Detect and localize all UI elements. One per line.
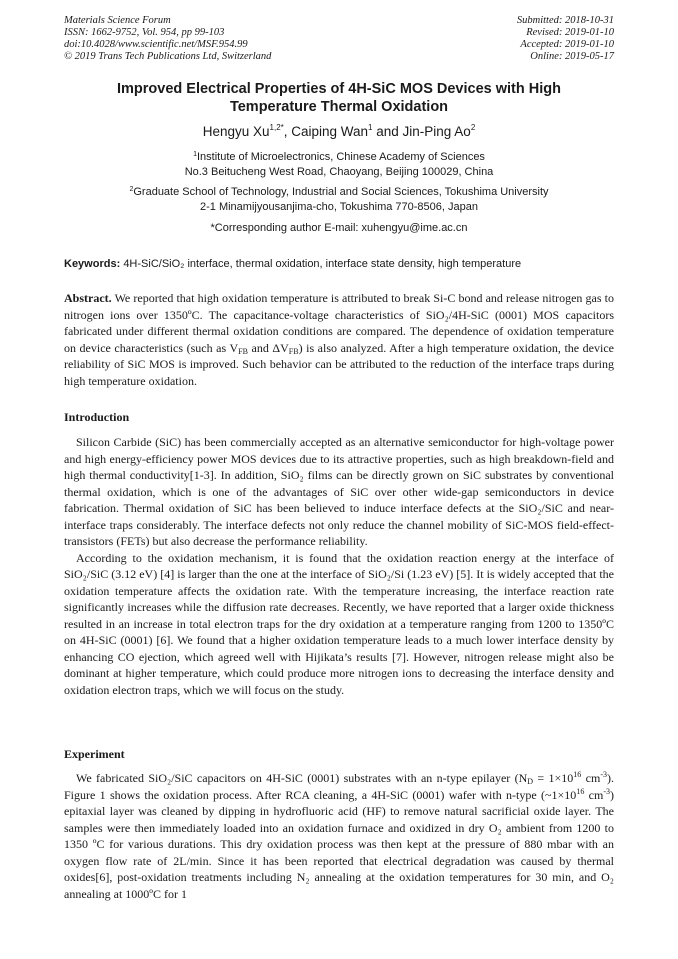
author-3-affil: 2 bbox=[470, 123, 476, 132]
experiment-text-f: ) epitaxial layer was cleaned by dipping in hydrofluoric acid (HF) to remove natural sacrificial oxide layer. The samples were then immediately loaded into an oxidation furnace and oxidized in dry O₂ ambient from 1200 to 1350 ºC for various durations. This dry oxidation process was then kept at the pressure of 880 mbar with an oxygen flow rate of 2L/min. Since it has been reported that electrical degradation was caused by thermal oxides[6], post-oxidation treatments including N₂ annealing at the oxidation temperatures for 30 min, and O₂ annealing at 1000ºC for 1 bbox=[64, 787, 614, 901]
experiment-text-a: We fabricated SiO₂/SiC capacitors on 4H-SiC (0001) substrates with an n-type epilayer (N bbox=[76, 771, 528, 785]
affiliation-1-address: No.3 Beitucheng West Road, Chaoyang, Beijing 100029, China bbox=[184, 166, 494, 178]
affiliation-1 bbox=[64, 150, 614, 180]
author-1-affil: 1,2* bbox=[269, 123, 284, 132]
exponent-2: -3 bbox=[600, 770, 607, 779]
keywords-text: 4H-SiC/SiO₂ interface, thermal oxidation, interface state density, high temperature bbox=[123, 258, 522, 270]
keywords bbox=[64, 258, 614, 270]
author-3: and Jin-Ping Ao bbox=[372, 124, 471, 139]
journal-name: Materials Science Forum bbox=[64, 15, 171, 26]
date-revised: Revised: 2019-01-10 bbox=[526, 27, 614, 38]
experiment-paragraph-1 bbox=[64, 770, 614, 902]
affiliation-2 bbox=[64, 185, 614, 215]
author-2: , Caiping Wan bbox=[283, 124, 369, 139]
experiment-text-e: cm bbox=[584, 787, 604, 802]
paper-title bbox=[64, 80, 614, 116]
corresponding-author: *Corresponding author E-mail: xuhengyu@ime.ac.cn bbox=[210, 222, 468, 234]
introduction-heading: Introduction bbox=[64, 410, 130, 424]
author-list bbox=[64, 124, 614, 139]
author-2-affil: 1 bbox=[368, 123, 373, 132]
affiliation-2-address: 2-1 Minamijyousanjima-cho, Tokushima 770-8506, Japan bbox=[199, 201, 478, 213]
publication-dates bbox=[517, 15, 614, 63]
abstract-label: Abstract. bbox=[64, 291, 112, 305]
abstract-text: We reported that high oxidation temperature is attributed to break Si-C bond and release nitrogen gas to nitrogen ions over 1350ºC. The capacitance-voltage characteristics of SiO₂/4H-SiC (0001) MOS capacitors fabricated under different thermal oxidation conditions are compared. The dependence of oxidation temperature on device characteristics (such as $V_{FB}$ and $\Delta V_{FB}$) is also analyzed. After a high temperature oxidation, the device reliability of SiC MOS is improved. Such behavior can be attributed to the reduction of the interface traps during high temperature oxidation. bbox=[64, 291, 614, 388]
title-line-1: Improved Electrical Properties of 4H-SiC MOS Devices with High bbox=[117, 81, 561, 97]
experiment-text-c: cm bbox=[581, 771, 601, 785]
affiliation-2-name: Graduate School of Technology, Industrial and Social Sciences, Tokushima University bbox=[133, 186, 549, 198]
author-1: Hengyu Xu bbox=[202, 124, 270, 139]
experiment-heading: Experiment bbox=[64, 747, 125, 761]
date-accepted: Accepted: 2019-01-10 bbox=[520, 39, 614, 50]
exponent-3: 16 bbox=[576, 786, 585, 796]
introduction-paragraph-1: Silicon Carbide (SiC) has been commercially accepted as an alternative semiconductor for high-voltage power and high energy-efficiency power MOS devices due to its attractive properties, such as high breakdown-field and high thermal conductivity[1-3]. In addition, SiO₂ films can be directly grown on SiC substrates by conventional thermal oxidation, which is one of the advantages of SiC over other wide-gap semiconductors in device fabrication. Thermal oxidation of SiC has been believed to induce interface defects at the SiO₂/SiC and near-interface traps considerably. The interface defects not only reduce the channel mobility of SiC-MOS field-effect-transistors (FETs) but also decrease the performance reliability. bbox=[64, 435, 614, 548]
introduction-paragraph-2: According to the oxidation mechanism, it is found that the oxidation reaction energy at the interface of SiO₂/SiC (3.12 eV) [4] is larger than the one at the interface of SiO₂/Si (1.23 eV) [5]. It is widely accepted that the oxidation temperature affects the oxidation rate. With the temperature increasing, the interface reaction rate significantly increases while the diffusion rate decreases. Recently, we have reported that a larger oxide thickness resulted in an increase in total electron traps for the dry oxidation at a temperature ranging from 1200 to 1350ºC on 4H-SiC (0001) [6]. We found that a higher oxidation temperature leads to a much lower interface density by enhancing CO ejection, which agreed well with Hijikata’s results [7]. However, nitrogen release might also be dominant at higher temperature, which could produce more nitrogen ions to decreasing the interface density and oxidation electron traps, which we will focus on the study. bbox=[64, 550, 614, 697]
journal-doi: doi:10.4028/www.scientific.net/MSF.954.99 bbox=[64, 39, 248, 50]
experiment-text-d: ). Figure 1 shows the oxidation process. After RCA cleaning, a 4H-SiC (0001) wafer with n-type (~1×10 bbox=[64, 771, 614, 802]
date-online: Online: 2019-05-17 bbox=[530, 51, 614, 62]
exponent-4: -3 bbox=[603, 786, 610, 796]
journal-copyright: © 2019 Trans Tech Publications Ltd, Switzerland bbox=[64, 51, 272, 62]
nd-subscript: D bbox=[527, 777, 534, 786]
experiment-body bbox=[64, 770, 614, 902]
abstract bbox=[64, 290, 614, 389]
affiliation-1-number: 1 bbox=[193, 151, 197, 158]
keywords-label: Keywords: bbox=[64, 258, 121, 270]
affiliation-1-name: Institute of Microelectronics, Chinese Academy of Sciences bbox=[196, 151, 485, 163]
journal-issn: ISSN: 1662-9752, Vol. 954, pp 99-103 bbox=[64, 27, 225, 38]
exponent-1: 16 bbox=[573, 770, 582, 779]
title-line-2: Temperature Thermal Oxidation bbox=[229, 99, 449, 115]
date-submitted: Submitted: 2018-10-31 bbox=[516, 15, 614, 26]
journal-info bbox=[64, 15, 271, 63]
affiliation-2-number: 2 bbox=[129, 186, 134, 193]
introduction-body bbox=[64, 434, 614, 698]
experiment-text-b: = 1×10 bbox=[533, 771, 574, 785]
